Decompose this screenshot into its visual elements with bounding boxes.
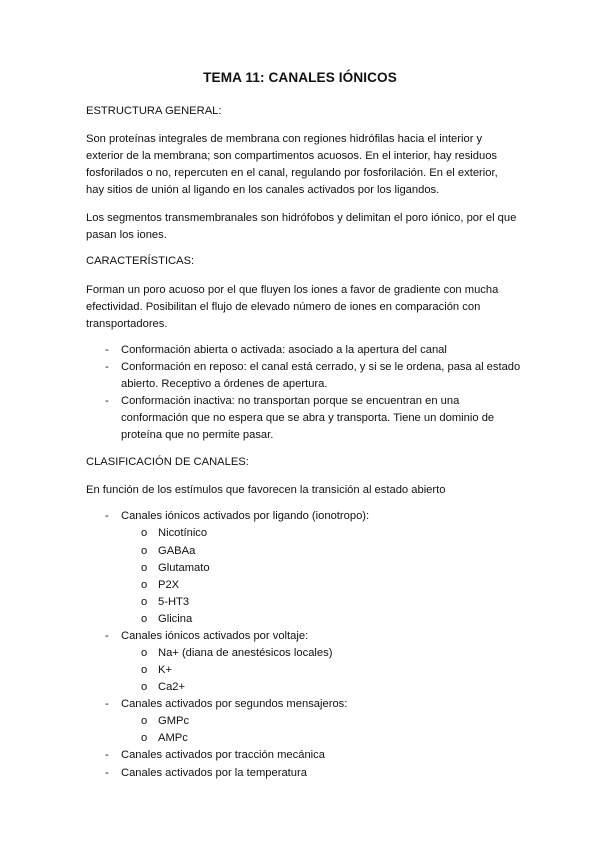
sub-list-item: 5-HT3	[158, 596, 190, 608]
bullet-marker: o	[141, 732, 148, 744]
sub-list-item: Ca2+	[158, 681, 186, 693]
bullet-marker: o	[141, 545, 148, 557]
page-title: TEMA 11: CANALES IÓNICOS	[203, 70, 397, 85]
sub-list-item: K+	[158, 664, 172, 676]
sub-list-item: Nicotínico	[158, 527, 208, 539]
list-item: Canales iónicos activados por ligando (ionotropo):	[121, 510, 370, 522]
bullet-marker: o	[141, 681, 148, 693]
dash-marker: -	[105, 344, 109, 356]
paragraph-line: Los segmentos transmembranales son hidrófobos y delimitan el poro iónico, por el que	[86, 212, 517, 224]
sub-list-item: GMPc	[158, 715, 190, 727]
dash-marker: -	[105, 767, 109, 779]
list-item: Canales activados por la temperatura	[121, 767, 307, 779]
bullet-marker: o	[141, 613, 148, 625]
list-item: Canales activados por segundos mensajeros:	[121, 698, 348, 710]
paragraph-line: efectividad. Posibilitan el flujo de elevado número de iones en comparación con	[86, 301, 481, 313]
sub-list-item: Glicina	[158, 613, 193, 625]
paragraph-line: En función de los estímulos que favorecen la transición al estado abierto	[86, 484, 446, 496]
paragraph-line: transportadores.	[86, 318, 168, 330]
paragraph-line: Son proteínas integrales de membrana con regiones hidrófilas hacia el interior y	[86, 133, 483, 145]
section-heading-caracteristicas: CARACTERÍSTICAS:	[86, 255, 195, 267]
paragraph-line: pasan los iones.	[86, 229, 167, 241]
sub-list-item: AMPc	[158, 732, 188, 744]
sub-list-item: GABAa	[158, 545, 196, 557]
dash-marker: -	[105, 510, 109, 522]
bullet-marker: o	[141, 579, 148, 591]
section-heading-clasificacion: CLASIFICACIÓN DE CANALES:	[86, 456, 249, 468]
dash-marker: -	[105, 361, 109, 373]
bullet-marker: o	[141, 596, 148, 608]
dash-marker: -	[105, 630, 109, 642]
bullet-marker: o	[141, 647, 148, 659]
sub-list-item: Na+ (diana de anestésicos locales)	[158, 647, 333, 659]
list-item-continuation: abierto. Receptivo a órdenes de apertura.	[121, 378, 328, 390]
bullet-marker: o	[141, 715, 148, 727]
list-item-continuation: conformación que no espera que se abra y transporta. Tiene un dominio de	[121, 412, 495, 424]
paragraph-line: exterior de la membrana; son compartimentos acuosos. En el interior, hay residuos	[86, 150, 498, 162]
list-item: Conformación en reposo: el canal está cerrado, y si se le ordena, pasa al estado	[121, 361, 521, 373]
list-item: Conformación inactiva: no transportan porque se encuentran en una	[121, 395, 460, 407]
list-item-continuation: proteína que no permite pasar.	[121, 429, 274, 441]
dash-marker: -	[105, 395, 109, 407]
paragraph-line: hay sitios de unión al ligando en los canales activados por los ligandos.	[86, 184, 440, 196]
bullet-marker: o	[141, 527, 148, 539]
sub-list-item: Glutamato	[158, 562, 210, 574]
paragraph-line: Forman un poro acuoso por el que fluyen los iones a favor de gradiente con mucha	[86, 284, 499, 296]
bullet-marker: o	[141, 664, 148, 676]
list-item: Canales iónicos activados por voltaje:	[121, 630, 309, 642]
list-item: Canales activados por tracción mecánica	[121, 749, 325, 761]
sub-list-item: P2X	[158, 579, 180, 591]
list-item: Conformación abierta o activada: asociado a la apertura del canal	[121, 344, 447, 356]
section-heading-estructura: ESTRUCTURA GENERAL:	[86, 105, 222, 117]
dash-marker: -	[105, 749, 109, 761]
bullet-marker: o	[141, 562, 148, 574]
paragraph-line: fosforilados o no, repercuten en el canal, regulando por fosforilación. En el exterior,	[86, 167, 498, 179]
dash-marker: -	[105, 698, 109, 710]
